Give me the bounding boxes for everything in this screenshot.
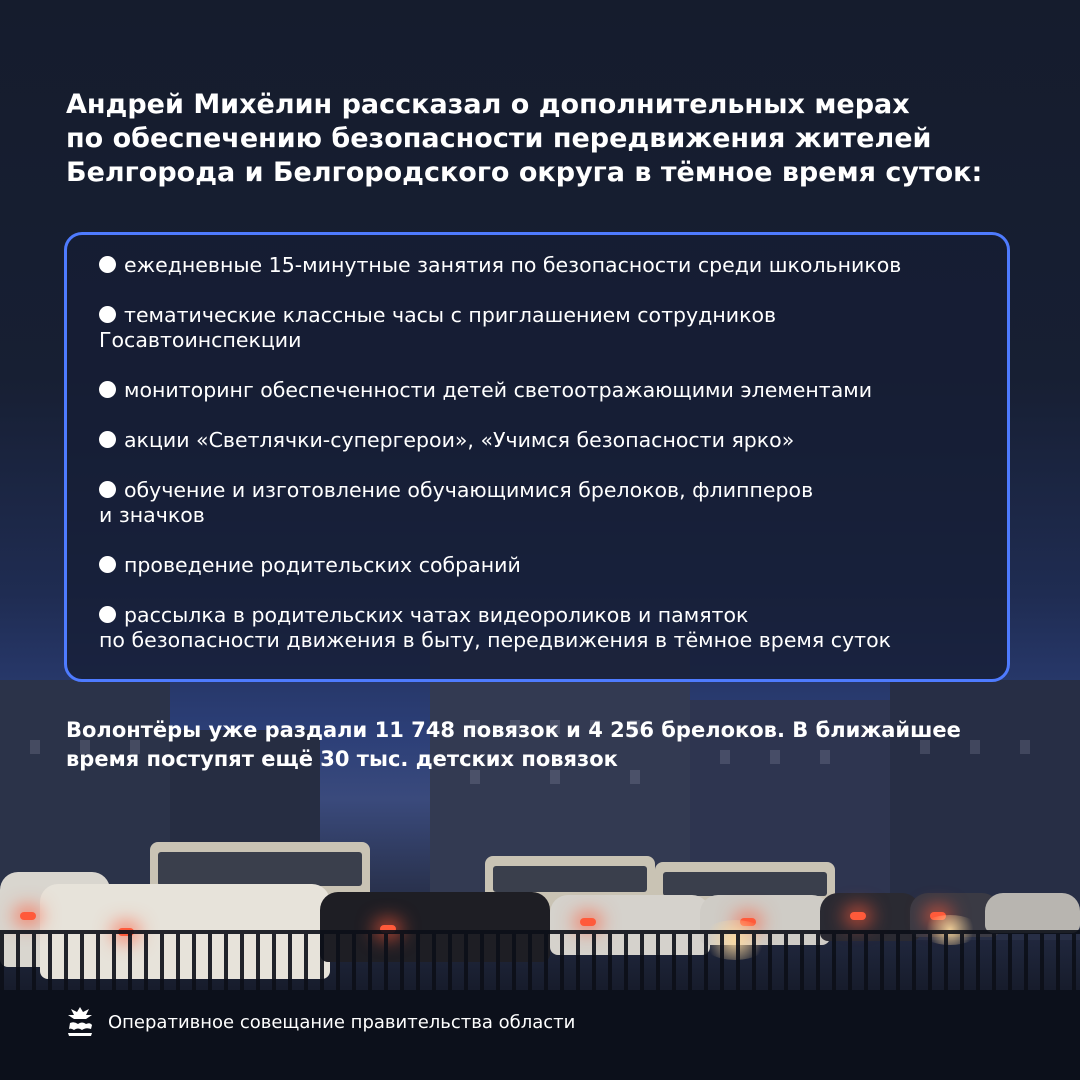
list-item-text: акции «Светлячки-супергерои», «Учимся безопасности ярко» — [124, 428, 795, 452]
volunteers-summary — [66, 716, 1026, 774]
bullet-icon — [99, 606, 116, 623]
list-item-text: обучение и изготовление обучающимися брелоков, флипперов — [124, 478, 814, 502]
list-item-text: рассылка в родительских чатах видеороликов и памяток — [124, 603, 749, 627]
footer-text: Оперативное совещание правительства области — [108, 1011, 576, 1033]
measures-list-card — [64, 232, 1010, 682]
list-item-text: проведение родительских собраний — [124, 553, 521, 577]
list-item-text: и значков — [99, 503, 205, 527]
list-item — [99, 603, 977, 653]
title-line: Белгорода и Белгородского округа в тёмное время суток: — [66, 157, 983, 188]
title-line: по обеспечению безопасности передвижения жителей — [66, 123, 932, 154]
page-title — [66, 88, 1026, 190]
bullet-icon — [99, 556, 116, 573]
region-coat-of-arms-icon — [64, 1005, 96, 1039]
list-item — [99, 428, 977, 453]
list-item — [99, 553, 977, 578]
list-item-text: Госавтоинспекции — [99, 328, 302, 352]
list-item-text: мониторинг обеспеченности детей светоотражающими элементами — [124, 378, 873, 402]
bullet-icon — [99, 256, 116, 273]
bullet-icon — [99, 431, 116, 448]
bullet-icon — [99, 381, 116, 398]
bullet-icon — [99, 481, 116, 498]
summary-line: время поступят ещё 30 тыс. детских повязок — [66, 747, 618, 771]
list-item — [99, 303, 977, 353]
footer — [64, 1004, 575, 1040]
summary-line: Волонтёры уже раздали 11 748 повязок и 4 256 брелоков. В ближайшее — [66, 718, 961, 742]
list-item-text: по безопасности движения в быту, передвижения в тёмное время суток — [99, 628, 892, 652]
list-item-text: тематические классные часы с приглашением сотрудников — [124, 303, 777, 327]
list-item — [99, 253, 977, 278]
list-item — [99, 478, 977, 528]
list-item — [99, 378, 977, 403]
title-line: Андрей Михёлин рассказал о дополнительных мерах — [66, 89, 910, 120]
bullet-icon — [99, 306, 116, 323]
list-item-text: ежедневные 15-минутные занятия по безопасности среди школьников — [124, 253, 902, 277]
